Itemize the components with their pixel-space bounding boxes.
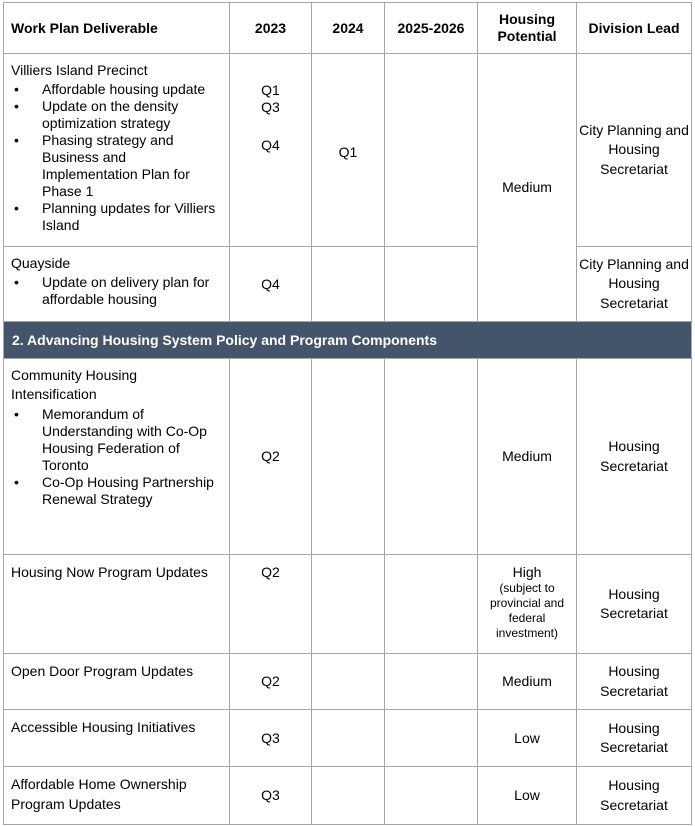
q2023-cell: Q2 xyxy=(230,654,312,710)
q2025-cell xyxy=(385,710,478,767)
housing-potential-cell: Medium xyxy=(478,654,577,710)
housing-potential-cell: Medium xyxy=(478,359,577,555)
section-header-row xyxy=(4,322,692,359)
deliverable-cell xyxy=(4,767,230,825)
q2023-cell: Q3 xyxy=(230,767,312,825)
deliverable-title: Accessible Housing Initiatives xyxy=(11,719,196,735)
deliverable-title: Open Door Program Updates xyxy=(11,663,194,679)
quarter-value: Q1 xyxy=(261,82,280,98)
section-title: 2. Advancing Housing System Policy and Program Components xyxy=(4,322,692,359)
list-item: • Planning updates for Villiers Island xyxy=(11,200,223,234)
q2024-cell: Q1 xyxy=(312,54,385,247)
q2024-cell xyxy=(312,555,385,654)
q2024-cell xyxy=(312,359,385,555)
list-item: • Co-Op Housing Partnership Renewal Strategy xyxy=(11,474,223,508)
deliverable-title: Housing Now Program Updates xyxy=(11,564,208,580)
q2024-cell xyxy=(312,654,385,710)
header-division-lead: Division Lead xyxy=(577,3,692,54)
division-lead-cell: Housing Secretariat xyxy=(577,767,692,825)
division-lead-cell: Housing Secretariat xyxy=(577,359,692,555)
potential-note: (subject to provincial and federal investment) xyxy=(489,581,565,640)
bullet-list xyxy=(11,274,223,308)
q2023-cell: Q2 xyxy=(230,555,312,654)
housing-potential-cell: Low xyxy=(478,710,577,767)
bullet-list xyxy=(11,406,223,508)
header-housing-potential: Housing Potential xyxy=(478,3,577,54)
deliverable-title: Community Housing Intensification xyxy=(11,367,138,402)
header-2023: 2023 xyxy=(230,3,312,54)
table-row xyxy=(4,710,692,767)
list-item: • Phasing strategy and Business and Implementation Plan for Phase 1 xyxy=(11,132,223,200)
q2023-cell xyxy=(230,54,312,247)
deliverable-cell xyxy=(4,654,230,710)
housing-potential-cell xyxy=(478,555,577,654)
potential-value: High xyxy=(512,564,542,580)
q2025-cell xyxy=(385,54,478,247)
division-lead-cell: Housing Secretariat xyxy=(577,710,692,767)
header-row xyxy=(4,3,692,54)
table-row xyxy=(4,654,692,710)
deliverable-cell xyxy=(4,247,230,322)
list-item: • Update on the density optimization strategy xyxy=(11,98,223,132)
q2024-cell xyxy=(312,767,385,825)
q2024-cell xyxy=(312,247,385,322)
deliverable-cell xyxy=(4,359,230,555)
division-lead-cell: Housing Secretariat xyxy=(577,555,692,654)
deliverable-title: Villiers Island Precinct xyxy=(11,62,148,78)
work-plan-table xyxy=(3,2,692,825)
q2023-cell: Q2 xyxy=(230,359,312,555)
table-row xyxy=(4,247,692,322)
q2023-cell: Q3 xyxy=(230,710,312,767)
header-2024: 2024 xyxy=(312,3,385,54)
deliverable-cell xyxy=(4,710,230,767)
division-lead-cell: City Planning and Housing Secretariat xyxy=(577,54,692,247)
table-row xyxy=(4,54,692,247)
table-row xyxy=(4,555,692,654)
housing-potential-cell: Medium xyxy=(478,54,577,322)
q2025-cell xyxy=(385,247,478,322)
q2023-cell: Q4 xyxy=(230,247,312,322)
deliverable-title: Affordable Home Ownership Program Updates xyxy=(11,776,187,812)
deliverable-cell xyxy=(4,54,230,247)
q2025-cell xyxy=(385,359,478,555)
quarter-value: Q3 xyxy=(261,99,280,115)
q2025-cell xyxy=(385,654,478,710)
deliverable-title: Quayside xyxy=(11,255,71,271)
division-lead-cell: Housing Secretariat xyxy=(577,654,692,710)
quarter-value: Q4 xyxy=(261,137,280,153)
division-lead-cell: City Planning and Housing Secretariat xyxy=(577,247,692,322)
table-row xyxy=(4,359,692,555)
q2025-cell xyxy=(385,555,478,654)
header-2025-2026: 2025-2026 xyxy=(385,3,478,54)
list-item: • Memorandum of Understanding with Co-Op Housing Federation of Toronto xyxy=(11,406,223,474)
housing-potential-cell: Low xyxy=(478,767,577,825)
header-deliverable: Work Plan Deliverable xyxy=(4,3,230,54)
bullet-list xyxy=(11,81,223,234)
q2025-cell xyxy=(385,767,478,825)
list-item: • Update on delivery plan for affordable housing xyxy=(11,274,223,308)
deliverable-cell xyxy=(4,555,230,654)
list-item: • Affordable housing update xyxy=(11,81,223,98)
table-row xyxy=(4,767,692,825)
q2024-cell xyxy=(312,710,385,767)
